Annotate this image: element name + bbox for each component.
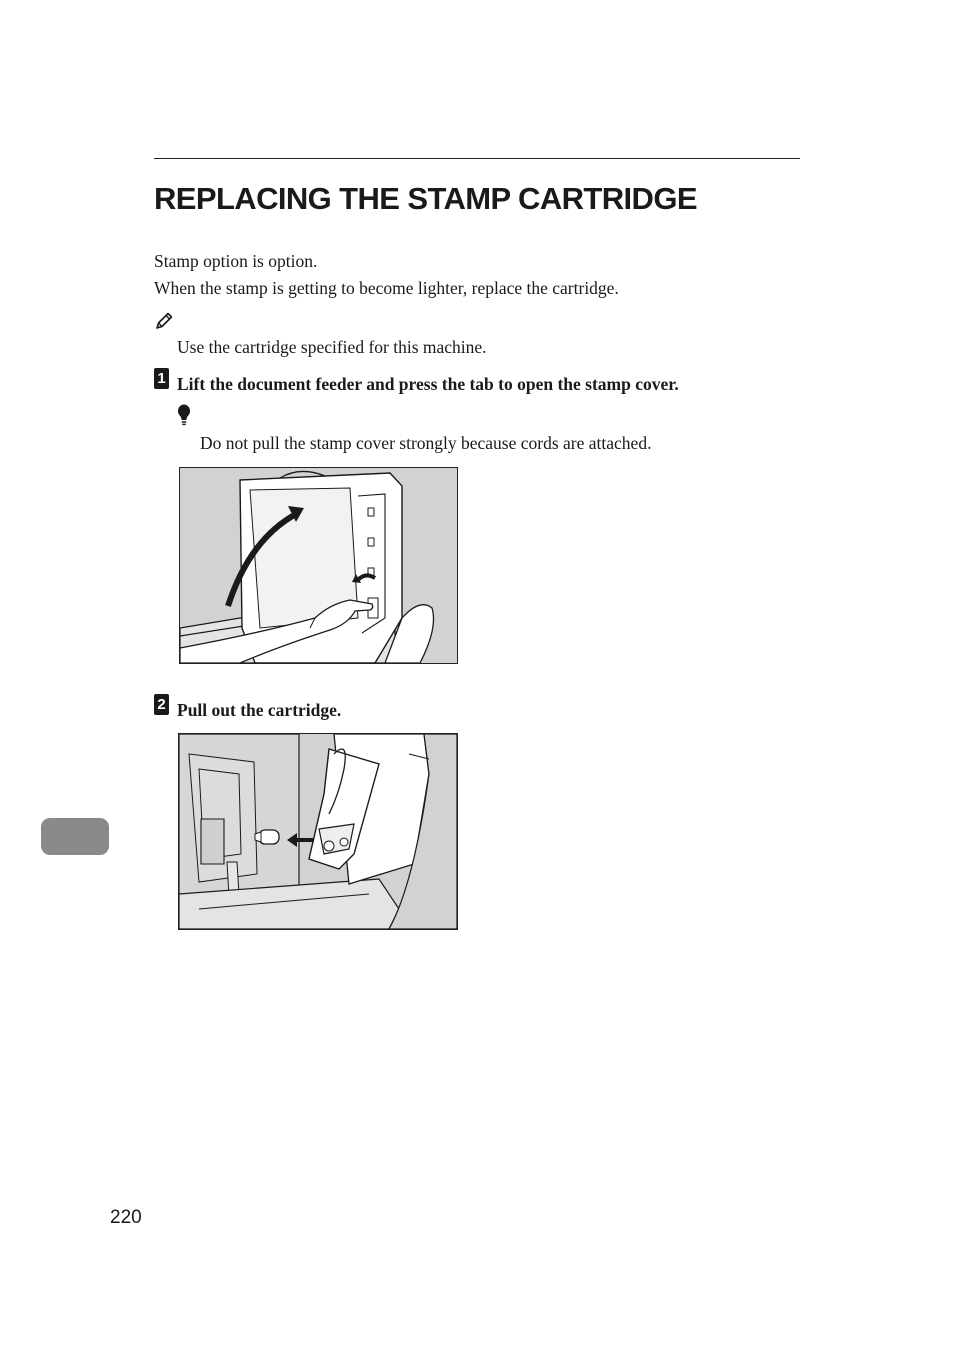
step-2-number: 2 (154, 694, 169, 715)
intro-line-1: Stamp option is option. (154, 251, 318, 271)
step-1-number: 1 (154, 368, 169, 389)
step-1-text: Lift the document feeder and press the tab to open the stamp cover. (177, 374, 679, 394)
note-text: Use the cartridge specified for this machine. (177, 337, 487, 357)
caution-text: Do not pull the stamp cover strongly because cords are attached. (200, 433, 652, 453)
intro-line-2: When the stamp is getting to become lighter, replace the cartridge. (154, 278, 619, 298)
step-2-text: Pull out the cartridge. (177, 700, 342, 720)
illustration-pull-out-cartridge (178, 733, 458, 930)
header-rule (154, 158, 800, 159)
caution-bulb-icon (176, 404, 192, 426)
page-title: REPLACING THE STAMP CARTRIDGE (154, 181, 697, 216)
pencil-note-icon (154, 311, 174, 331)
page-number: 220 (110, 1207, 142, 1228)
chapter-side-tab (41, 818, 109, 855)
illustration-open-stamp-cover (179, 467, 458, 664)
